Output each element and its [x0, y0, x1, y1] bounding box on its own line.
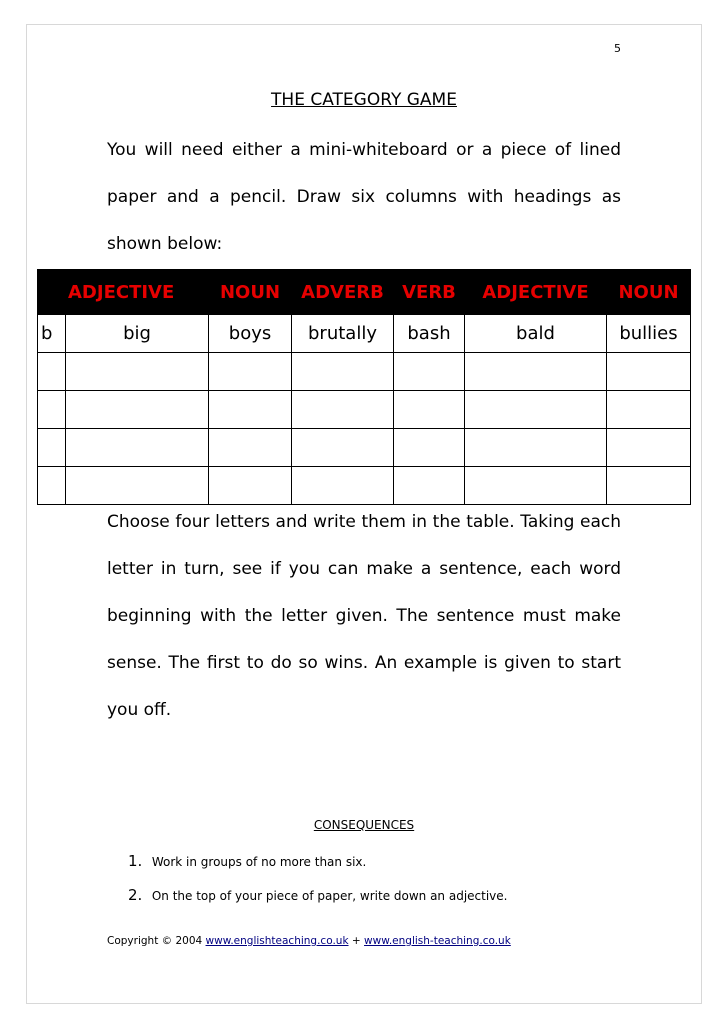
list-item	[128, 886, 507, 904]
footer-link-englishteaching[interactable]: www.englishteaching.co.uk	[205, 935, 349, 947]
category-table	[37, 269, 691, 505]
table-cell	[38, 391, 66, 429]
header-adjective-2: ADJECTIVE	[465, 270, 607, 315]
header-noun-1: NOUN	[209, 270, 292, 315]
table-cell	[465, 429, 607, 467]
table-cell	[394, 353, 465, 391]
instructions-paragraph: Choose four letters and write them in the table. Taking each letter in turn, see if you can make a sentence, each word beginning with the letter given. The sentence must make sense. The first to do so wins. An example is given to start you off.	[107, 512, 621, 720]
table-row	[38, 429, 691, 467]
list-item	[128, 852, 366, 870]
list-item-number: 1.	[128, 852, 143, 870]
table-row	[38, 391, 691, 429]
intro-paragraph: You will need either a mini-whiteboard or a piece of lined paper and a pencil. Draw six columns with headings as shown below:	[107, 140, 621, 254]
table-cell	[66, 353, 209, 391]
example-word-adverb: brutally	[292, 315, 394, 353]
table-cell	[292, 353, 394, 391]
table-cell	[607, 353, 691, 391]
page-number: 5	[614, 42, 621, 55]
example-word-verb: bash	[394, 315, 465, 353]
page-title	[0, 90, 728, 110]
table-cell	[38, 429, 66, 467]
table-cell	[209, 391, 292, 429]
example-word-noun: boys	[209, 315, 292, 353]
table-cell	[465, 353, 607, 391]
table-cell	[209, 353, 292, 391]
list-item-number: 2.	[128, 886, 143, 904]
consequences-heading-text: CONSEQUENCES	[313, 818, 415, 832]
example-word-adjective: big	[66, 315, 209, 353]
table-cell	[38, 353, 66, 391]
header-verb: VERB	[394, 270, 465, 315]
table-cell	[394, 429, 465, 467]
table-cell	[394, 391, 465, 429]
footer-separator: +	[351, 935, 361, 947]
table-header-row	[38, 270, 691, 315]
table-cell	[292, 429, 394, 467]
example-word-adjective-2: bald	[465, 315, 607, 353]
header-noun-2: NOUN	[607, 270, 691, 315]
table-cell	[66, 429, 209, 467]
table-row	[38, 353, 691, 391]
header-adverb: ADVERB	[292, 270, 394, 315]
table-cell	[209, 429, 292, 467]
consequences-heading	[0, 818, 728, 832]
header-letter-cell	[38, 270, 66, 315]
example-letter: b	[38, 315, 66, 353]
header-adjective-1: ADJECTIVE	[66, 270, 209, 315]
list-item-text: Work in groups of no more than six.	[151, 855, 367, 869]
list-item-text: On the top of your piece of paper, write down an adjective.	[151, 889, 508, 903]
table-cell	[607, 391, 691, 429]
table-cell	[66, 391, 209, 429]
table-row-example	[38, 315, 691, 353]
table-cell	[38, 467, 66, 505]
copyright-text: Copyright © 2004	[107, 935, 203, 947]
table-cell	[465, 391, 607, 429]
page-title-text: THE CATEGORY GAME	[271, 90, 457, 110]
example-word-noun-2: bullies	[607, 315, 691, 353]
footer	[107, 935, 511, 947]
table-cell	[292, 391, 394, 429]
table-cell	[607, 429, 691, 467]
footer-link-english-teaching[interactable]: www.english-teaching.co.uk	[364, 935, 511, 947]
